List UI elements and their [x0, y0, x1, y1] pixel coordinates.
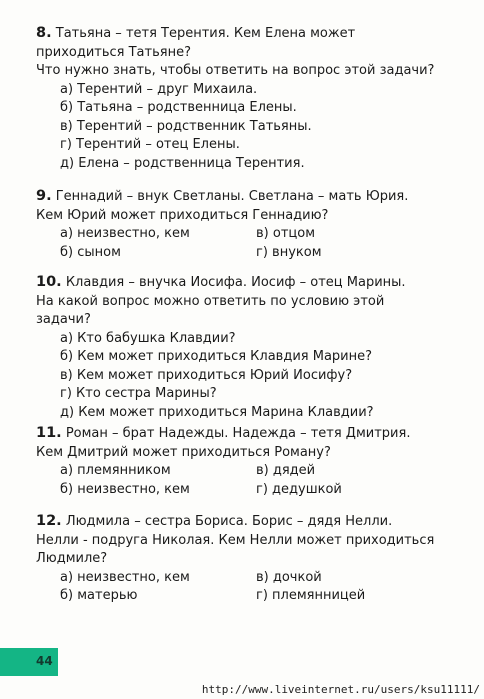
option: а) племянником — [60, 463, 171, 478]
option: д) Кем может приходиться Марина Клавдии? — [60, 404, 374, 420]
task-12-stem: 12. Людмила – сестра Бориса. Борис – дядя Нелли. Нелли - подруга Николая. Кем Нелли может приходиться Людмиле? — [36, 513, 435, 566]
task-10-stem: 10. Клавдия – внучка Иосифа. Иосиф – отец Марины. — [36, 274, 406, 290]
option: в) Терентий – родственник Татьяны. — [60, 118, 312, 134]
option: г) дедушкой — [256, 481, 342, 497]
task-11 — [36, 424, 436, 499]
option: б) неизвестно, кем — [60, 481, 190, 497]
task-number: 12. — [36, 513, 62, 529]
option: в) дядей — [256, 463, 316, 478]
task-number: 9. — [36, 188, 52, 204]
option: а) неизвестно, кем — [60, 226, 190, 241]
option: д) Елена – родственница Терентия. — [60, 155, 305, 171]
task-10-options — [36, 330, 436, 423]
watermark-url: http://www.liveinternet.ru/users/ksu11111/ — [201, 683, 480, 696]
task-10 — [36, 273, 436, 422]
option: б) Кем может приходиться Клавдия Марине? — [60, 349, 373, 364]
task-number: 10. — [36, 274, 62, 290]
task-11-stem: 11. Роман – брат Надежды. Надежда – тетя Дмитрия. Кем Дмитрий может приходиться Роману? — [36, 425, 411, 460]
task-10-question: На какой вопрос можно ответить по условию этой задачи? — [36, 293, 385, 327]
option: в) Кем может приходиться Юрий Иосифу? — [60, 367, 353, 383]
task-number: 11. — [36, 425, 62, 441]
option: а) Кто бабушка Клавдии? — [60, 330, 236, 346]
task-number: 8. — [36, 25, 52, 41]
task-12 — [36, 512, 436, 606]
option: в) дочкой — [256, 569, 322, 585]
task-11-options — [36, 462, 436, 499]
page-number: 44 — [36, 654, 53, 668]
option: г) Кто сестра Марины? — [60, 386, 217, 401]
option: а) Терентий – друг Михаила. — [60, 81, 258, 97]
option: г) Терентий – отец Елены. — [60, 137, 240, 152]
task-8-options — [36, 81, 436, 174]
task-9-options — [36, 225, 436, 262]
task-12-options — [36, 569, 436, 606]
option: в) отцом — [256, 226, 316, 241]
option: г) внуком — [256, 244, 322, 260]
page-number-box — [0, 648, 58, 676]
task-8-stem: 8. Татьяна – тетя Терентия. Кем Елена может приходиться Татьяне? — [36, 25, 356, 60]
task-9 — [36, 187, 436, 262]
task-9-stem: 9. Геннадий – внук Светланы. Светлана – мать Юрия. Кем Юрий может приходиться Геннадию? — [36, 188, 409, 223]
option: б) матерью — [60, 588, 138, 603]
task-8-question: Что нужно знать, чтобы ответить на вопрос этой задачи? — [36, 63, 435, 78]
option: б) Татьяна – родственница Елены. — [60, 100, 297, 115]
option: б) сыном — [60, 244, 121, 260]
option: г) племянницей — [256, 588, 366, 603]
task-8 — [36, 24, 436, 173]
option: а) неизвестно, кем — [60, 569, 190, 585]
